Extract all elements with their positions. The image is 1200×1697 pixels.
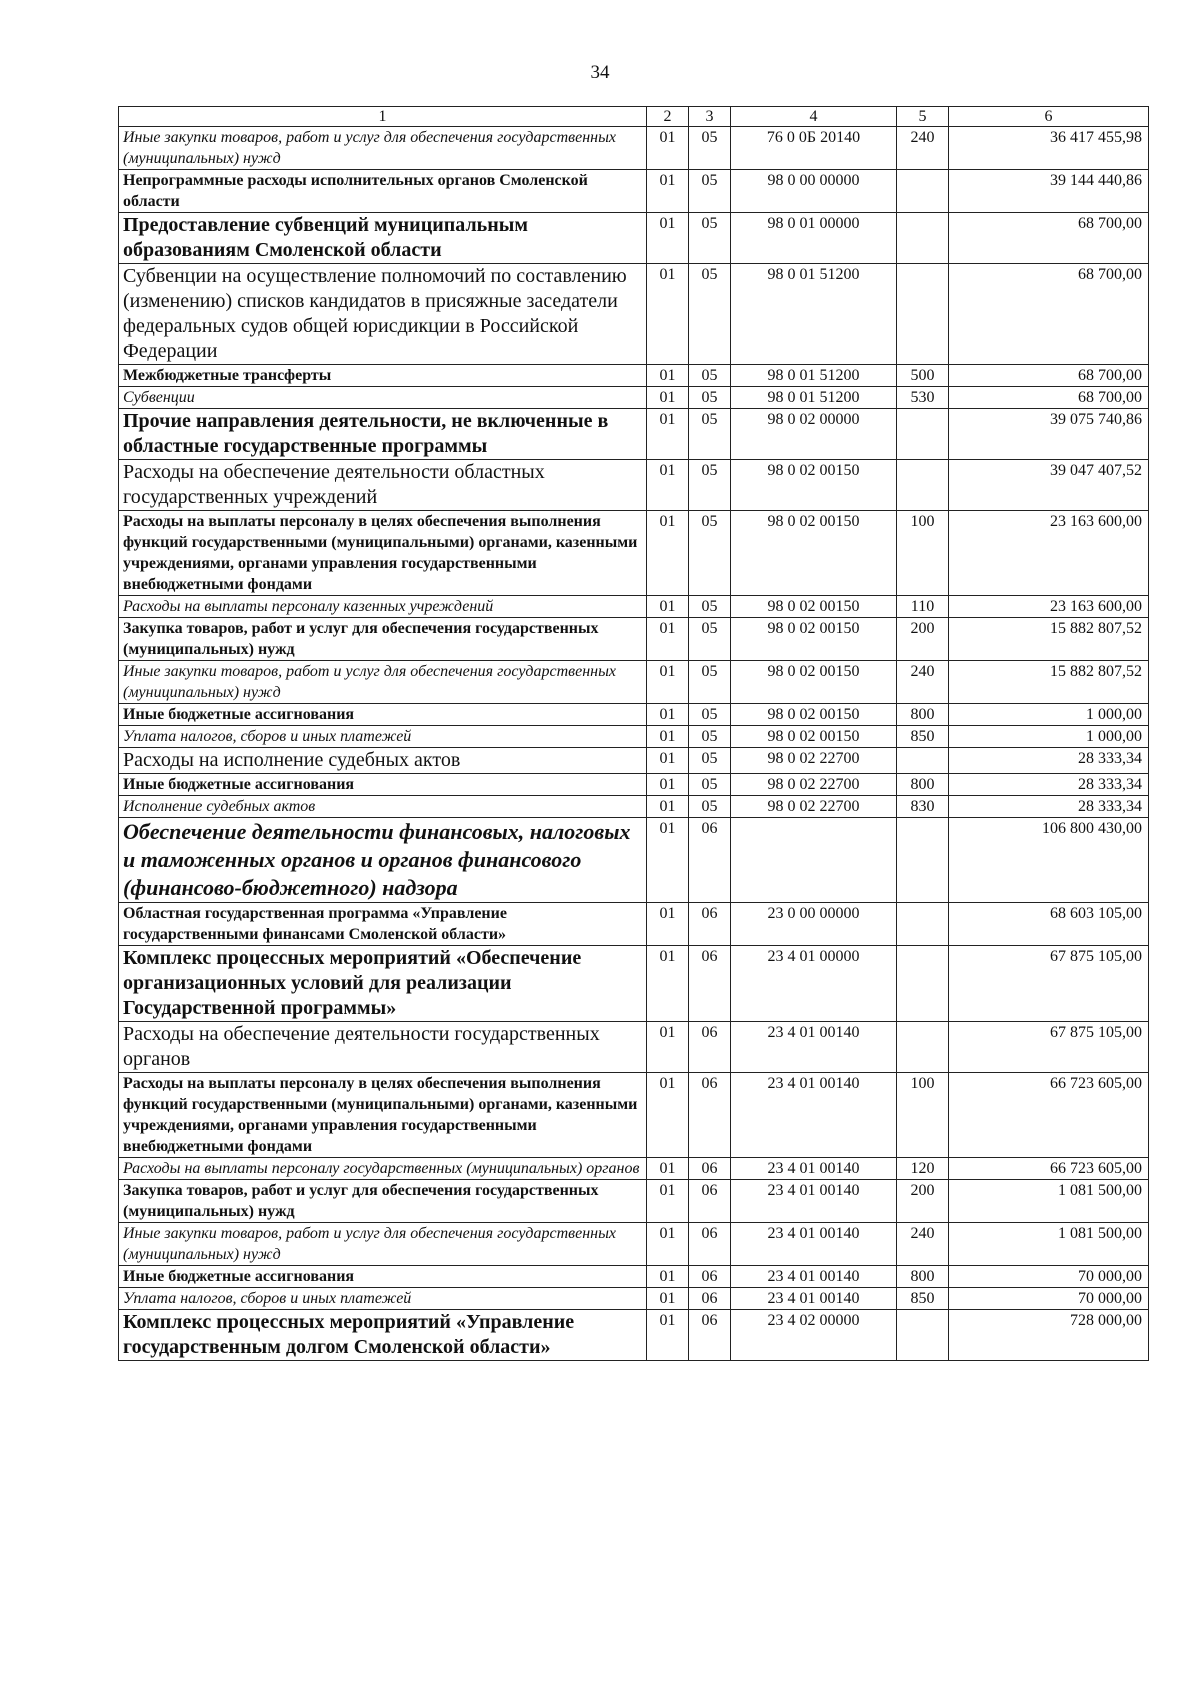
row-target-article: 98 0 02 00000 <box>731 409 897 460</box>
row-expense-type <box>897 1310 949 1361</box>
row-target-article: 23 4 01 00140 <box>731 1022 897 1073</box>
budget-table <box>118 106 1149 1361</box>
row-target-article: 98 0 01 51200 <box>731 365 897 387</box>
row-amount: 68 700,00 <box>949 387 1149 409</box>
row-name: Областная государственная программа «Управление государственными финансами Смоленской области» <box>119 903 647 946</box>
row-section: 01 <box>647 818 689 903</box>
row-expense-type: 850 <box>897 726 949 748</box>
table-row <box>119 818 1149 903</box>
row-amount: 1 081 500,00 <box>949 1223 1149 1266</box>
row-section: 01 <box>647 704 689 726</box>
table-row <box>119 170 1149 213</box>
row-amount: 1 000,00 <box>949 726 1149 748</box>
row-amount: 15 882 807,52 <box>949 661 1149 704</box>
table-row <box>119 618 1149 661</box>
row-name: Расходы на обеспечение деятельности государственных органов <box>119 1022 647 1073</box>
row-section: 01 <box>647 264 689 365</box>
table-row <box>119 1022 1149 1073</box>
row-subsection: 05 <box>689 618 731 661</box>
table-row <box>119 1288 1149 1310</box>
row-subsection: 05 <box>689 596 731 618</box>
row-subsection: 05 <box>689 726 731 748</box>
row-target-article: 98 0 01 00000 <box>731 213 897 264</box>
row-subsection: 05 <box>689 661 731 704</box>
row-target-article <box>731 818 897 903</box>
page-number: 34 <box>590 62 610 83</box>
row-expense-type <box>897 1022 949 1073</box>
row-section: 01 <box>647 726 689 748</box>
row-target-article: 23 0 00 00000 <box>731 903 897 946</box>
table-row <box>119 1180 1149 1223</box>
row-amount: 36 417 455,98 <box>949 127 1149 170</box>
row-subsection: 06 <box>689 1073 731 1158</box>
row-name: Расходы на выплаты персоналу государственных (муниципальных) органов <box>119 1158 647 1180</box>
table-row <box>119 1223 1149 1266</box>
row-target-article: 98 0 02 22700 <box>731 796 897 818</box>
table-row <box>119 387 1149 409</box>
row-amount: 66 723 605,00 <box>949 1073 1149 1158</box>
table-row <box>119 127 1149 170</box>
row-name: Предоставление субвенций муниципальным образованиям Смоленской области <box>119 213 647 264</box>
row-expense-type <box>897 946 949 1022</box>
table-row <box>119 726 1149 748</box>
row-name: Расходы на обеспечение деятельности областных государственных учреждений <box>119 460 647 511</box>
row-subsection: 05 <box>689 213 731 264</box>
row-name: Закупка товаров, работ и услуг для обеспечения государственных (муниципальных) нужд <box>119 1180 647 1223</box>
row-amount: 68 700,00 <box>949 365 1149 387</box>
row-target-article: 23 4 01 00140 <box>731 1073 897 1158</box>
row-name: Иные закупки товаров, работ и услуг для обеспечения государственных (муниципальных) нужд <box>119 1223 647 1266</box>
row-section: 01 <box>647 946 689 1022</box>
row-target-article: 98 0 02 00150 <box>731 511 897 596</box>
table-row <box>119 1266 1149 1288</box>
row-target-article: 98 0 02 00150 <box>731 704 897 726</box>
row-name: Иные бюджетные ассигнования <box>119 704 647 726</box>
row-subsection: 06 <box>689 1223 731 1266</box>
row-target-article: 98 0 00 00000 <box>731 170 897 213</box>
row-expense-type: 530 <box>897 387 949 409</box>
row-section: 01 <box>647 903 689 946</box>
row-target-article: 98 0 02 00150 <box>731 661 897 704</box>
row-amount: 68 700,00 <box>949 264 1149 365</box>
row-subsection: 06 <box>689 1180 731 1223</box>
row-expense-type <box>897 460 949 511</box>
row-expense-type: 100 <box>897 511 949 596</box>
table-row <box>119 661 1149 704</box>
row-subsection: 06 <box>689 1266 731 1288</box>
row-expense-type: 200 <box>897 618 949 661</box>
row-target-article: 98 0 01 51200 <box>731 387 897 409</box>
row-section: 01 <box>647 1310 689 1361</box>
row-target-article: 98 0 02 00150 <box>731 726 897 748</box>
row-section: 01 <box>647 774 689 796</box>
row-expense-type: 240 <box>897 1223 949 1266</box>
row-name: Субвенции на осуществление полномочий по составлению (изменению) списков кандидатов в присяжные заседатели федеральных судов общей юрисдикции в Российской Федерации <box>119 264 647 365</box>
table-row <box>119 365 1149 387</box>
row-section: 01 <box>647 170 689 213</box>
table-row <box>119 596 1149 618</box>
row-amount: 70 000,00 <box>949 1288 1149 1310</box>
row-name: Субвенции <box>119 387 647 409</box>
row-section: 01 <box>647 1180 689 1223</box>
row-name: Исполнение судебных актов <box>119 796 647 818</box>
row-expense-type: 240 <box>897 127 949 170</box>
row-subsection: 06 <box>689 818 731 903</box>
row-subsection: 06 <box>689 1310 731 1361</box>
row-name: Обеспечение деятельности финансовых, налоговых и таможенных органов и органов финансового (финансово-бюджетного) надзора <box>119 818 647 903</box>
row-name: Закупка товаров, работ и услуг для обеспечения государственных (муниципальных) нужд <box>119 618 647 661</box>
row-amount: 23 163 600,00 <box>949 511 1149 596</box>
column-header-6: 6 <box>949 107 1149 127</box>
row-section: 01 <box>647 1073 689 1158</box>
row-section: 01 <box>647 748 689 774</box>
column-header-3: 3 <box>689 107 731 127</box>
row-expense-type: 120 <box>897 1158 949 1180</box>
row-subsection: 05 <box>689 170 731 213</box>
row-amount: 66 723 605,00 <box>949 1158 1149 1180</box>
row-name: Расходы на выплаты персоналу в целях обеспечения выполнения функций государственными (муниципальными) органами, казенными учреждениями, органами управления государственными внебюджетными фондами <box>119 1073 647 1158</box>
row-amount: 67 875 105,00 <box>949 1022 1149 1073</box>
row-subsection: 06 <box>689 946 731 1022</box>
row-target-article: 23 4 01 00140 <box>731 1158 897 1180</box>
row-section: 01 <box>647 511 689 596</box>
row-expense-type: 200 <box>897 1180 949 1223</box>
row-subsection: 05 <box>689 511 731 596</box>
table-row <box>119 264 1149 365</box>
row-section: 01 <box>647 1022 689 1073</box>
row-section: 01 <box>647 1223 689 1266</box>
row-expense-type <box>897 748 949 774</box>
row-subsection: 06 <box>689 903 731 946</box>
row-subsection: 05 <box>689 127 731 170</box>
table-row <box>119 903 1149 946</box>
row-amount: 67 875 105,00 <box>949 946 1149 1022</box>
row-expense-type <box>897 264 949 365</box>
row-expense-type: 850 <box>897 1288 949 1310</box>
row-section: 01 <box>647 213 689 264</box>
row-target-article: 98 0 02 00150 <box>731 460 897 511</box>
row-name: Иные закупки товаров, работ и услуг для обеспечения государственных (муниципальных) нужд <box>119 127 647 170</box>
row-name: Уплата налогов, сборов и иных платежей <box>119 726 647 748</box>
row-subsection: 05 <box>689 796 731 818</box>
row-section: 01 <box>647 1288 689 1310</box>
row-amount: 1 000,00 <box>949 704 1149 726</box>
row-amount: 28 333,34 <box>949 774 1149 796</box>
table-row <box>119 748 1149 774</box>
row-section: 01 <box>647 365 689 387</box>
row-expense-type: 800 <box>897 774 949 796</box>
row-expense-type: 100 <box>897 1073 949 1158</box>
row-amount: 28 333,34 <box>949 796 1149 818</box>
table-row <box>119 796 1149 818</box>
row-target-article: 98 0 02 00150 <box>731 618 897 661</box>
row-section: 01 <box>647 409 689 460</box>
row-amount: 106 800 430,00 <box>949 818 1149 903</box>
row-amount: 39 047 407,52 <box>949 460 1149 511</box>
row-amount: 728 000,00 <box>949 1310 1149 1361</box>
row-name: Иные бюджетные ассигнования <box>119 774 647 796</box>
row-subsection: 06 <box>689 1288 731 1310</box>
row-section: 01 <box>647 127 689 170</box>
row-subsection: 05 <box>689 704 731 726</box>
row-expense-type <box>897 818 949 903</box>
row-section: 01 <box>647 460 689 511</box>
row-target-article: 98 0 02 22700 <box>731 774 897 796</box>
row-name: Иные бюджетные ассигнования <box>119 1266 647 1288</box>
row-amount: 28 333,34 <box>949 748 1149 774</box>
column-header-5: 5 <box>897 107 949 127</box>
table-row <box>119 946 1149 1022</box>
row-amount: 1 081 500,00 <box>949 1180 1149 1223</box>
row-name: Межбюджетные трансферты <box>119 365 647 387</box>
row-expense-type: 800 <box>897 1266 949 1288</box>
row-expense-type <box>897 409 949 460</box>
row-target-article: 23 4 01 00140 <box>731 1266 897 1288</box>
row-subsection: 06 <box>689 1158 731 1180</box>
row-amount: 70 000,00 <box>949 1266 1149 1288</box>
row-expense-type: 110 <box>897 596 949 618</box>
row-target-article: 23 4 01 00000 <box>731 946 897 1022</box>
row-expense-type: 500 <box>897 365 949 387</box>
row-target-article: 76 0 0Б 20140 <box>731 127 897 170</box>
column-header-4: 4 <box>731 107 897 127</box>
row-subsection: 05 <box>689 409 731 460</box>
row-name: Уплата налогов, сборов и иных платежей <box>119 1288 647 1310</box>
row-target-article: 98 0 02 00150 <box>731 596 897 618</box>
row-target-article: 98 0 02 22700 <box>731 748 897 774</box>
row-name: Прочие направления деятельности, не включенные в областные государственные программы <box>119 409 647 460</box>
row-section: 01 <box>647 387 689 409</box>
row-amount: 23 163 600,00 <box>949 596 1149 618</box>
column-header-2: 2 <box>647 107 689 127</box>
row-target-article: 23 4 02 00000 <box>731 1310 897 1361</box>
row-target-article: 23 4 01 00140 <box>731 1223 897 1266</box>
table-header-row <box>119 107 1149 127</box>
row-target-article: 23 4 01 00140 <box>731 1288 897 1310</box>
table-row <box>119 409 1149 460</box>
row-section: 01 <box>647 596 689 618</box>
table-row <box>119 1073 1149 1158</box>
table-row <box>119 1310 1149 1361</box>
row-expense-type: 240 <box>897 661 949 704</box>
row-amount: 39 144 440,86 <box>949 170 1149 213</box>
row-amount: 39 075 740,86 <box>949 409 1149 460</box>
row-amount: 15 882 807,52 <box>949 618 1149 661</box>
row-name: Непрограммные расходы исполнительных органов Смоленской области <box>119 170 647 213</box>
row-expense-type: 830 <box>897 796 949 818</box>
row-section: 01 <box>647 618 689 661</box>
row-name: Комплекс процессных мероприятий «Обеспечение организационных условий для реализации Государственной программы» <box>119 946 647 1022</box>
row-amount: 68 603 105,00 <box>949 903 1149 946</box>
column-header-1: 1 <box>119 107 647 127</box>
table-row <box>119 704 1149 726</box>
table-row <box>119 460 1149 511</box>
row-expense-type: 800 <box>897 704 949 726</box>
row-section: 01 <box>647 661 689 704</box>
row-section: 01 <box>647 1158 689 1180</box>
table-row <box>119 511 1149 596</box>
row-expense-type <box>897 213 949 264</box>
row-name: Иные закупки товаров, работ и услуг для обеспечения государственных (муниципальных) нужд <box>119 661 647 704</box>
row-target-article: 23 4 01 00140 <box>731 1180 897 1223</box>
row-name: Расходы на исполнение судебных актов <box>119 748 647 774</box>
row-subsection: 05 <box>689 774 731 796</box>
row-section: 01 <box>647 1266 689 1288</box>
table-row <box>119 213 1149 264</box>
row-name: Комплекс процессных мероприятий «Управление государственным долгом Смоленской области» <box>119 1310 647 1361</box>
budget-table-body <box>119 107 1149 1361</box>
table-row <box>119 774 1149 796</box>
row-expense-type <box>897 170 949 213</box>
row-name: Расходы на выплаты персоналу в целях обеспечения выполнения функций государственными (муниципальными) органами, казенными учреждениями, органами управления государственными внебюджетными фондами <box>119 511 647 596</box>
row-subsection: 05 <box>689 460 731 511</box>
row-subsection: 05 <box>689 387 731 409</box>
row-target-article: 98 0 01 51200 <box>731 264 897 365</box>
row-name: Расходы на выплаты персоналу казенных учреждений <box>119 596 647 618</box>
table-row <box>119 1158 1149 1180</box>
row-subsection: 05 <box>689 264 731 365</box>
row-expense-type <box>897 903 949 946</box>
row-subsection: 05 <box>689 365 731 387</box>
row-amount: 68 700,00 <box>949 213 1149 264</box>
row-section: 01 <box>647 796 689 818</box>
row-subsection: 06 <box>689 1022 731 1073</box>
row-subsection: 05 <box>689 748 731 774</box>
